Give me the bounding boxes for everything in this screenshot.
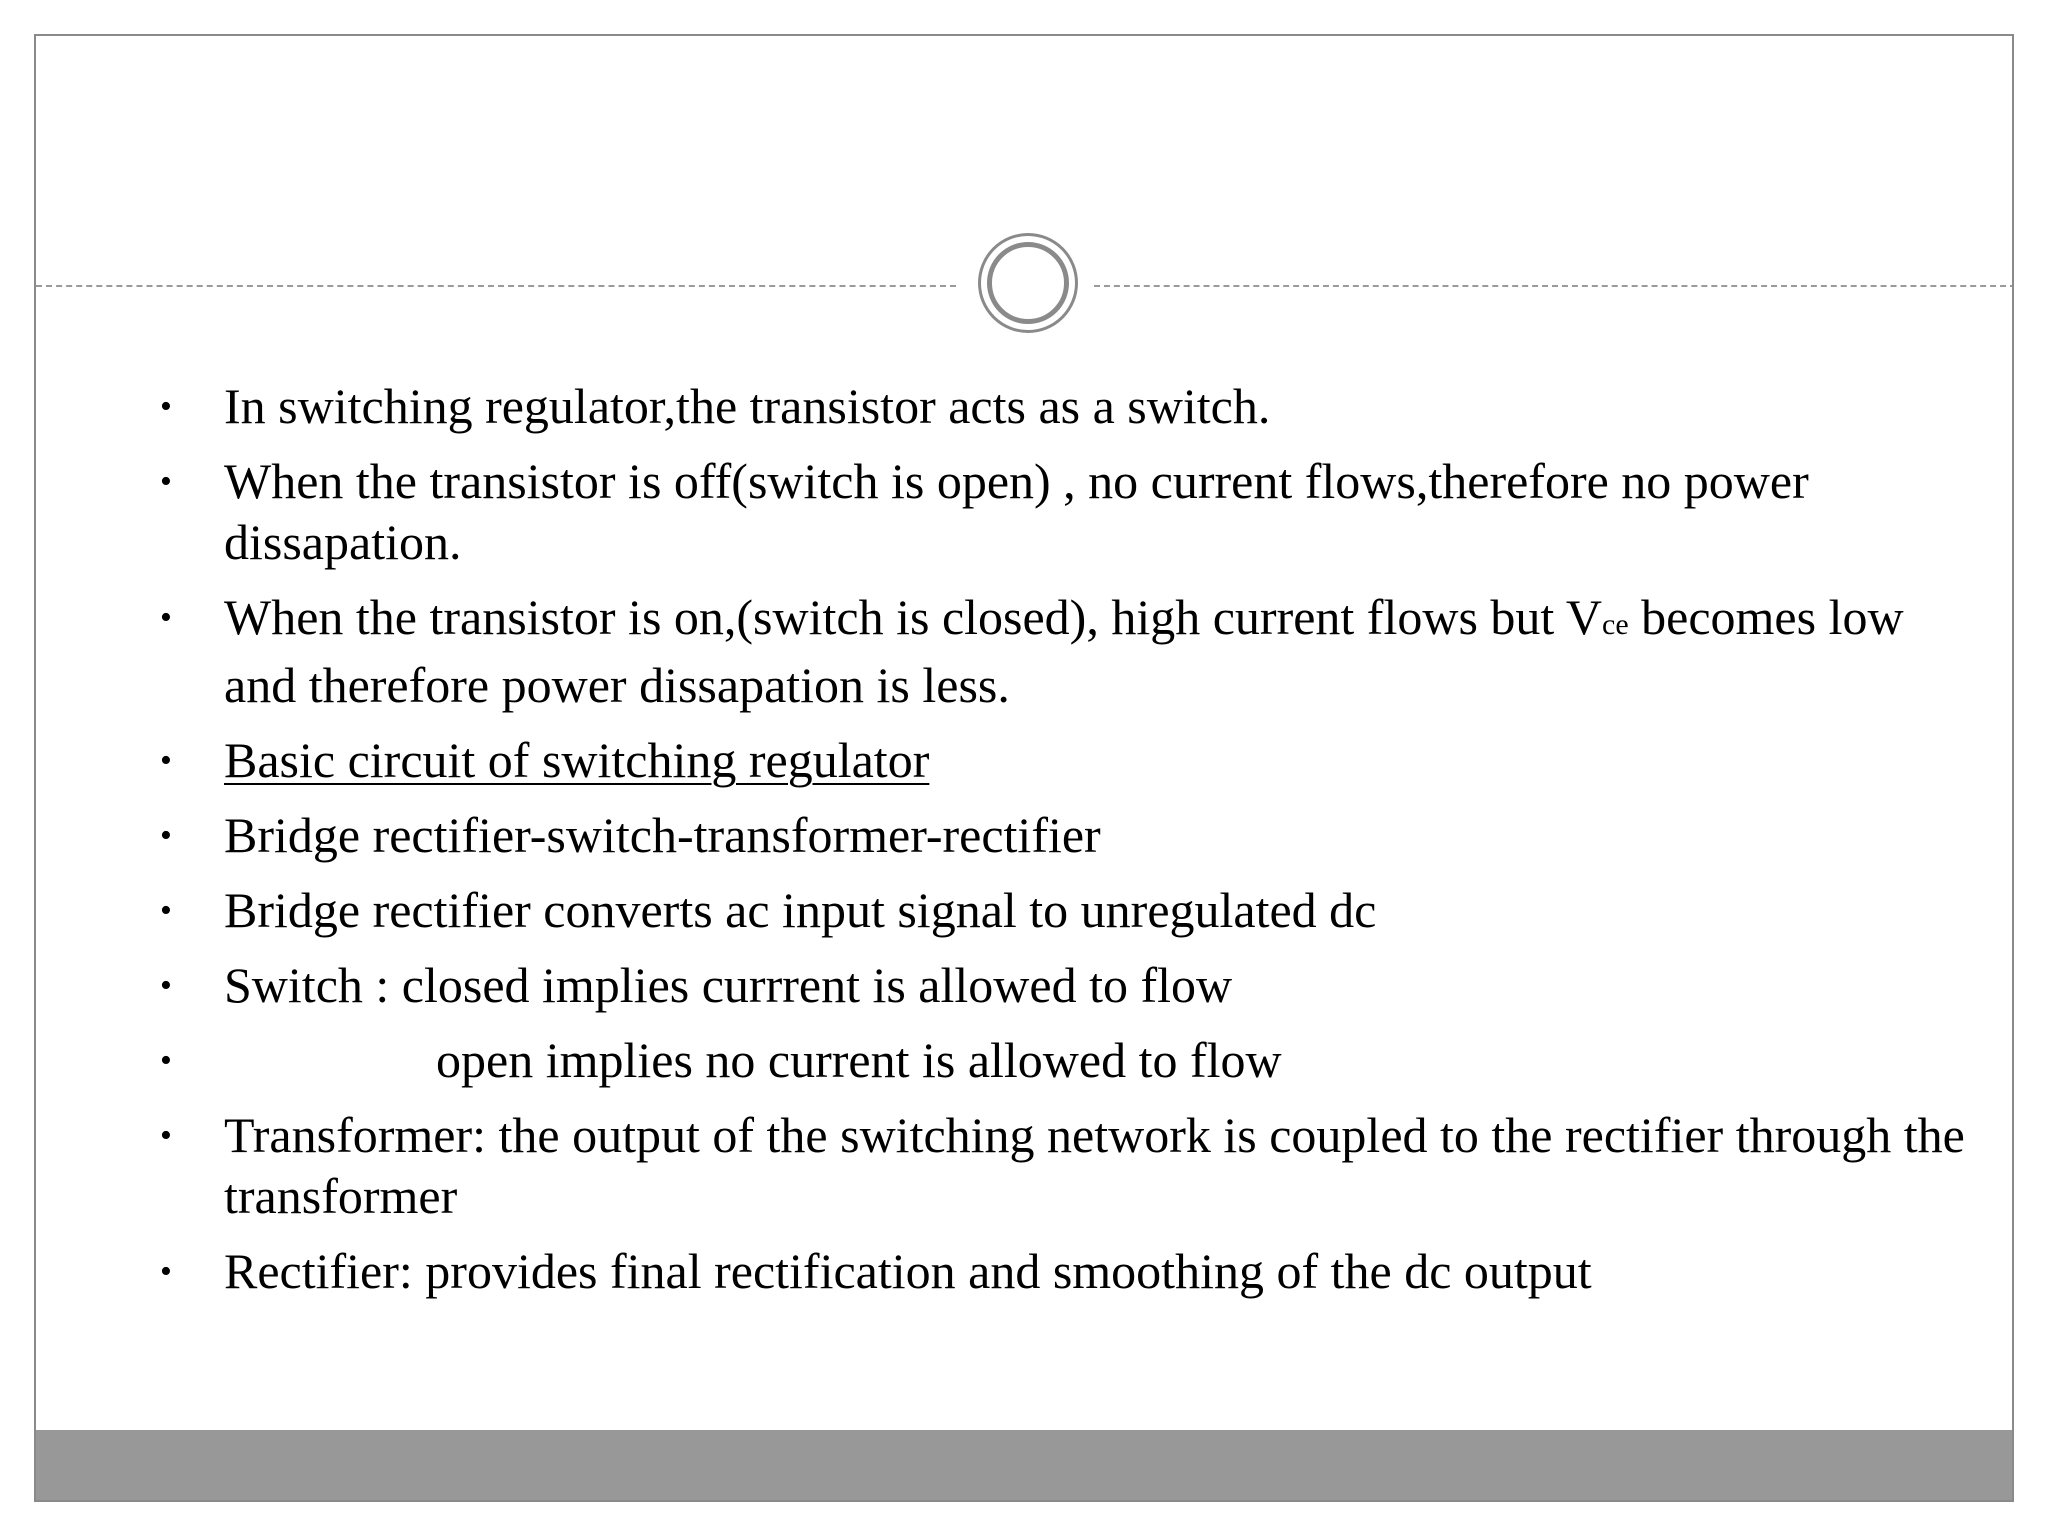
vce-subscript: ce: [1602, 608, 1629, 641]
list-item-text: When the transistor is off(switch is open) , no current flows,therefore no power dissapation.: [224, 453, 1809, 570]
circle-ornament-icon: [978, 233, 1078, 333]
footer-bar: [36, 1430, 2012, 1500]
list-item: [124, 955, 1984, 1016]
slide-frame: [34, 34, 2014, 1502]
list-item-text-main: When the transistor is on,(switch is closed), high current flows but V: [224, 589, 1603, 645]
list-item-text: Bridge rectifier converts ac input signal to unregulated dc: [224, 882, 1377, 938]
bullet-icon: •: [160, 817, 172, 854]
list-item: [124, 1030, 1984, 1091]
bullet-icon: •: [160, 1253, 172, 1290]
list-item: [124, 587, 1984, 716]
bullet-list: [124, 376, 1984, 1316]
header-divider-right: [1094, 285, 2014, 287]
bullet-icon: •: [160, 463, 172, 500]
list-item-text: Switch : closed implies currrent is allowed to flow: [224, 957, 1233, 1013]
header-divider-left: [36, 285, 956, 287]
list-item-text: Bridge rectifier-switch-transformer-rectifier: [224, 807, 1101, 863]
list-item-text-tail: becomes low and therefore power dissapation is less.: [224, 589, 1904, 713]
bullet-icon: •: [160, 388, 172, 425]
list-item: [124, 880, 1984, 941]
bullet-icon: •: [160, 742, 172, 779]
list-item: [124, 805, 1984, 866]
bullet-icon: •: [160, 967, 172, 1004]
list-item: [124, 730, 1984, 791]
list-item-text: In switching regulator,the transistor acts as a switch.: [224, 378, 1271, 434]
list-item: [124, 376, 1984, 437]
list-item: [124, 1105, 1984, 1227]
list-item: [124, 1241, 1984, 1302]
list-item-text: open implies no current is allowed to flow: [436, 1032, 1282, 1088]
list-item-text: Transformer: the output of the switching network is coupled to the rectifier through the transformer: [224, 1107, 1965, 1224]
bullet-icon: •: [160, 1117, 172, 1154]
list-item-text: [224, 589, 1904, 713]
bullet-icon: •: [160, 892, 172, 929]
bullet-icon: •: [160, 1042, 172, 1079]
bullet-icon: •: [160, 599, 172, 636]
list-item-text: Rectifier: provides final rectification and smoothing of the dc output: [224, 1243, 1592, 1299]
list-item: [124, 451, 1984, 573]
list-item-heading: Basic circuit of switching regulator: [224, 732, 930, 788]
